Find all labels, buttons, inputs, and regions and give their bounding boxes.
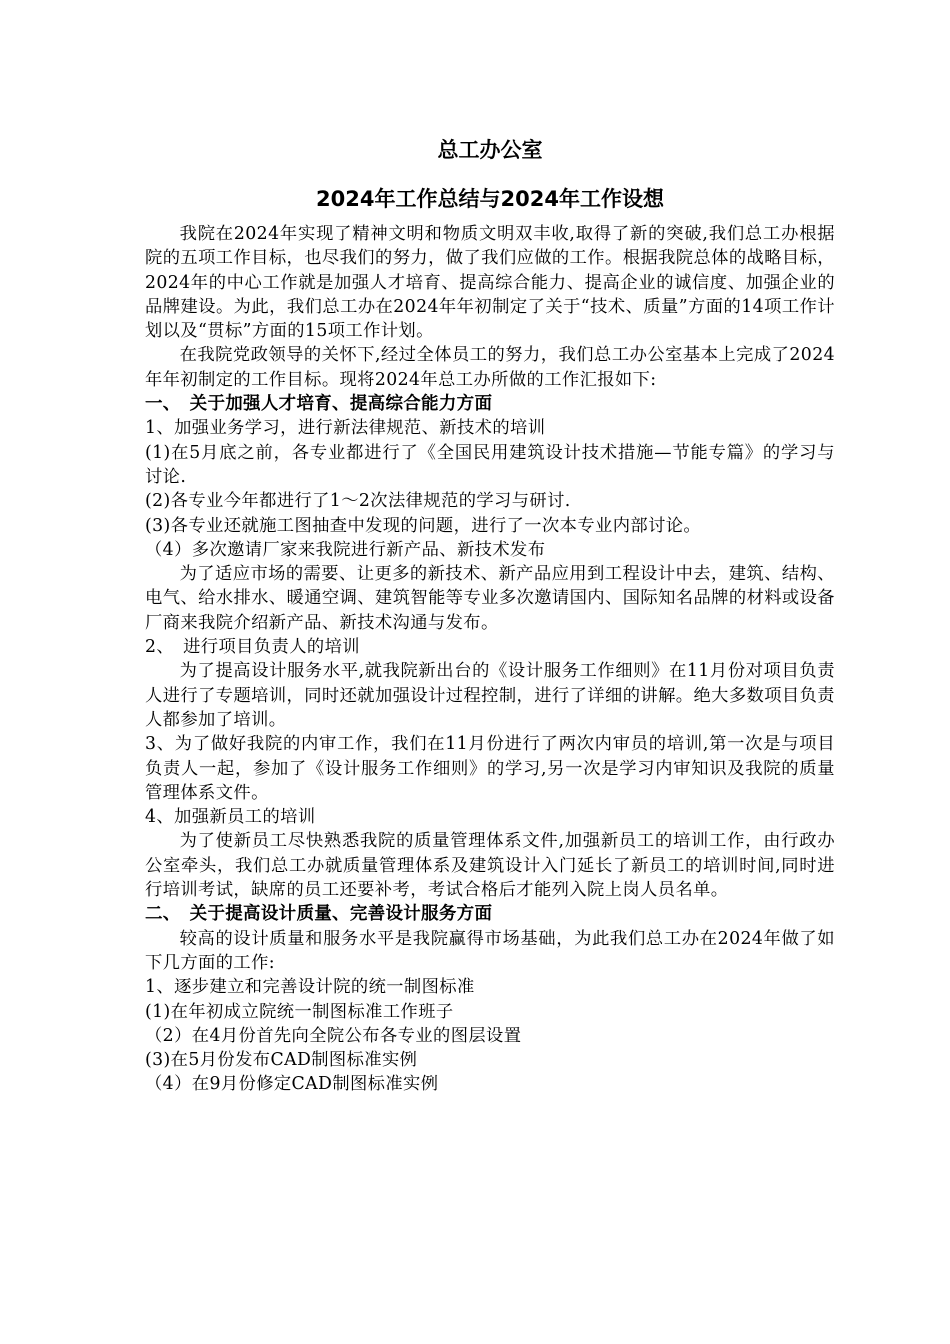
list-item: (2)各专业今年都进行了1～2次法律规范的学习与研讨. bbox=[145, 491, 571, 512]
list-item: (1)在5月底之前，各专业都进行了《全国民用建筑设计技术措施—节能专篇》的学习与讨论. bbox=[145, 442, 835, 487]
document-body bbox=[145, 222, 835, 1097]
list-item: 3、为了做好我院的内审工作，我们在11月份进行了两次内审员的培训,第一次是与项目负责人一起，参加了《设计服务工作细则》的学习,另一次是学习内审知识及我院的质量管理体系文件。 bbox=[145, 734, 835, 803]
document-title-line1: 总工办公室 bbox=[437, 138, 543, 162]
document-page bbox=[145, 0, 835, 1344]
list-item: 2、 进行项目负责人的培训 bbox=[145, 637, 360, 658]
paragraph-new-products: 为了适应市场的需要、让更多的新技术、新产品应用到工程设计中去，建筑、结构、电气、给水排水、暖通空调、建筑智能等专业多次邀请国内、国际知名品牌的材料或设备厂商来我院介绍新产品、新技术沟通与发布。 bbox=[145, 564, 835, 633]
section-heading-1: 一、 关于加强人才培育、提高综合能力方面 bbox=[145, 394, 493, 415]
list-item: 1、逐步建立和完善设计院的统一制图标准 bbox=[145, 977, 475, 998]
section-heading-2: 二、 关于提高设计质量、完善设计服务方面 bbox=[145, 904, 493, 925]
list-item: （2）在4月份首先向全院公布各专业的图层设置 bbox=[145, 1025, 522, 1046]
list-item: (3)各专业还就施工图抽查中发现的问题，进行了一次本专业内部讨论。 bbox=[145, 515, 702, 536]
document-title-line2: 2024年工作总结与2024年工作设想 bbox=[316, 187, 664, 211]
list-item: (3)在5月份发布CAD制图标准实例 bbox=[145, 1050, 418, 1071]
list-item: （4）在9月份修定CAD制图标准实例 bbox=[145, 1074, 439, 1095]
paragraph-project-leader-training: 为了提高设计服务水平,就我院新出台的《设计服务工作细则》在11月份对项目负责人进行了专题培训，同时还就加强设计过程控制，进行了详细的讲解。绝大多数项目负责人都参加了培训。 bbox=[145, 661, 835, 730]
list-item: (1)在年初成立院统一制图标准工作班子 bbox=[145, 1001, 454, 1022]
list-item: （4）多次邀请厂家来我院进行新产品、新技术发布 bbox=[145, 539, 546, 560]
paragraph-summary-lead: 在我院党政领导的关怀下,经过全体员工的努力，我们总工办公室基本上完成了2024年年初制定的工作目标。现将2024年总工办所做的工作汇报如下: bbox=[145, 345, 835, 390]
paragraph-new-staff-training: 为了使新员工尽快熟悉我院的质量管理体系文件,加强新员工的培训工作，由行政办公室牵头，我们总工办就质量管理体系及建筑设计入门延长了新员工的培训时间,同时进行培训考试，缺席的员工还要补考，考试合格后才能列入院上岗人员名单。 bbox=[145, 831, 835, 901]
paragraph-intro: 我院在2024年实现了精神文明和物质文明双丰收,取得了新的突破,我们总工办根据院的五项工作目标，也尽我们的努力，做了我们应做的工作。根据我院总体的战略目标，2024年的中心工作就是加强人才培育、提高综合能力、提高企业的诚信度、加强企业的品牌建设。为此，我们总工办在2024年年初制定了关于“技术、质量”方面的14项工作计划以及“贯标”方面的15项工作计划。 bbox=[145, 224, 835, 342]
paragraph-design-quality: 较高的设计质量和服务水平是我院赢得市场基础，为此我们总工办在2024年做了如下几方面的工作: bbox=[145, 928, 835, 973]
list-item: 4、加强新员工的培训 bbox=[145, 807, 316, 828]
list-item: 1、加强业务学习，进行新法律规范、新技术的培训 bbox=[145, 418, 546, 439]
